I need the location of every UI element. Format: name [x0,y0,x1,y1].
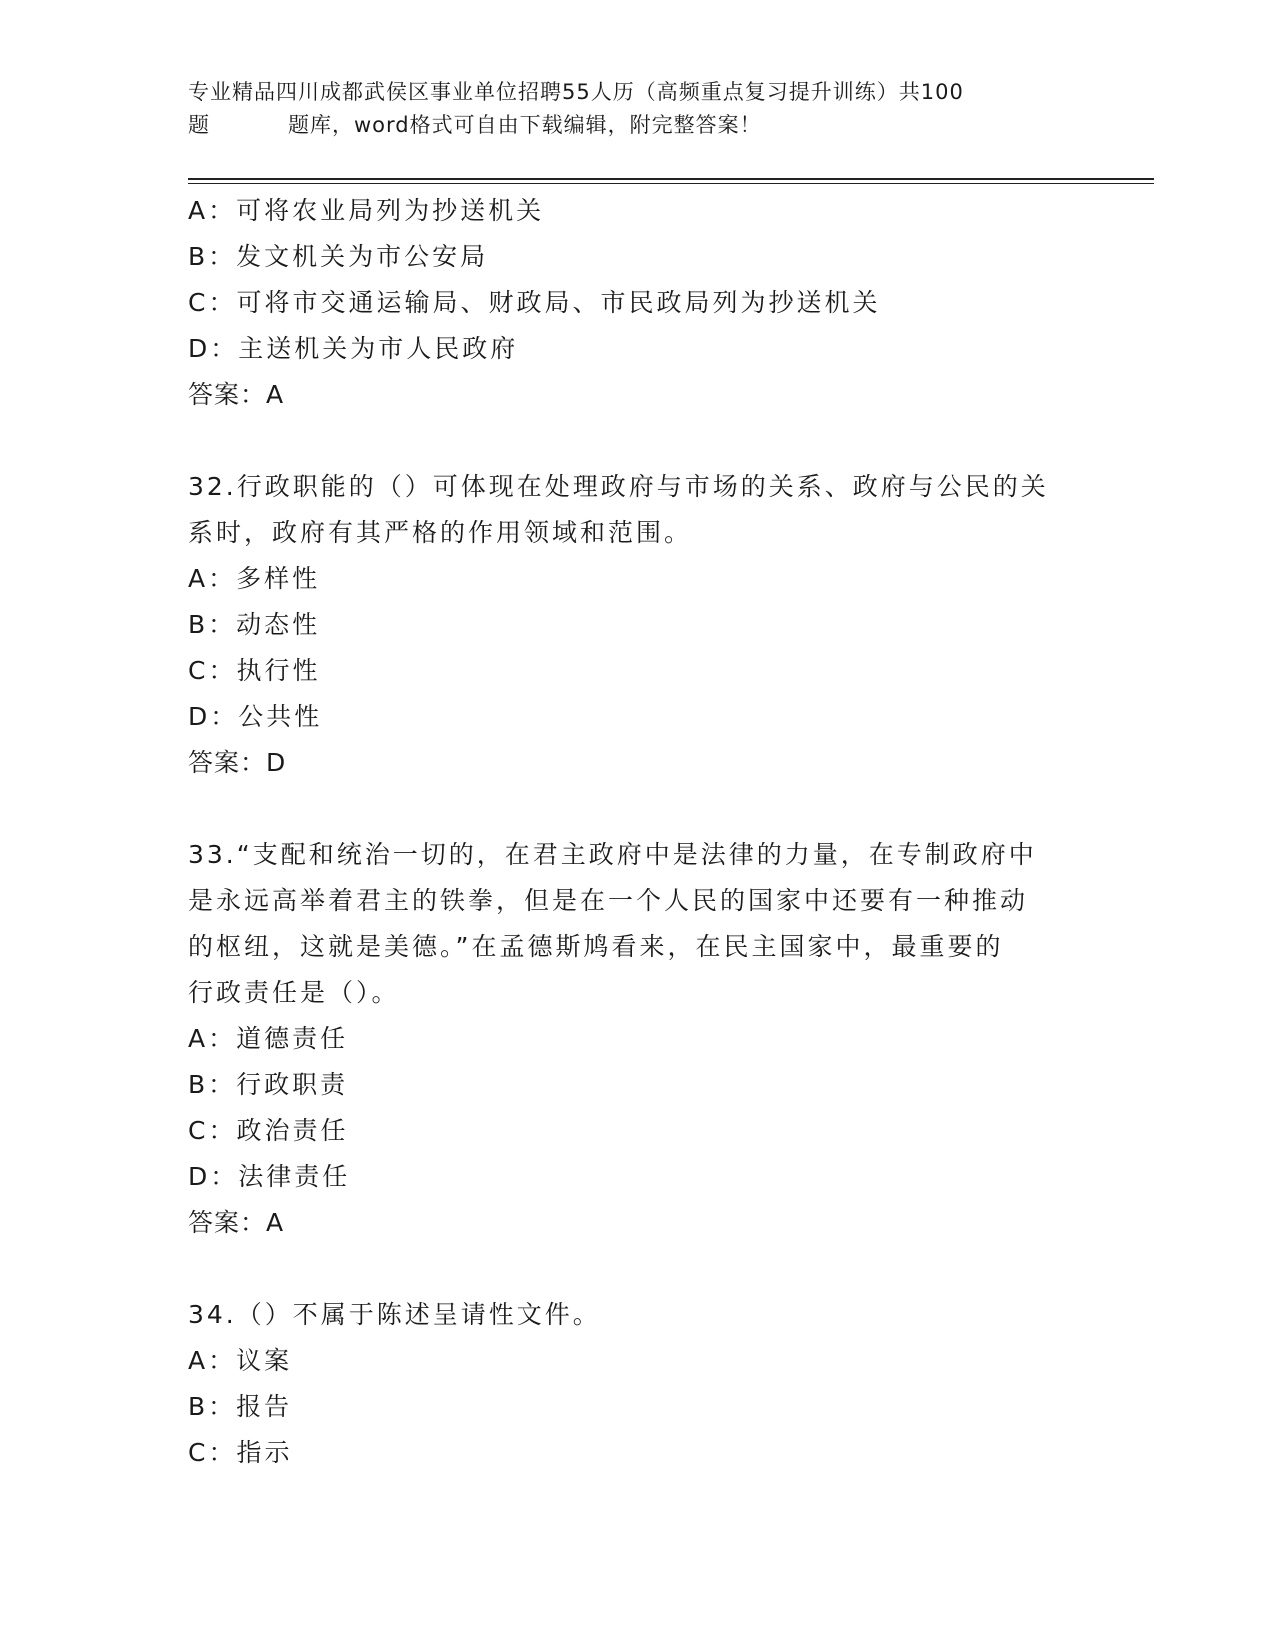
header-subtitle-line [188,109,1068,142]
answer-line: 答案：A [188,380,285,409]
answer-line: 答案：A [188,1208,285,1237]
question-32 [188,464,1088,786]
header-divider-thick [188,178,1154,180]
option-a: A：可将农业局列为抄送机关 [188,196,545,225]
option-c: C：执行性 [188,656,321,685]
header-title-line: 专业精品四川成都武侯区事业单位招聘55人历（高频重点复习提升训练）共100 [188,80,964,104]
document-header [188,76,1068,142]
option-c: C：可将市交通运输局、财政局、市民政局列为抄送机关 [188,288,881,317]
question-stem-line: 行政责任是（）。 [188,978,400,1007]
question-stem-line: 34.（）不属于陈述呈请性文件。 [188,1300,601,1329]
option-d: D：公共性 [188,702,323,731]
option-c: C：政治责任 [188,1116,349,1145]
option-d: D：主送机关为市人民政府 [188,334,519,363]
answer-line: 答案：D [188,748,287,777]
header-title-tail: 题 [188,113,210,137]
question-31-continued [188,188,1088,418]
option-b: B：发文机关为市公安局 [188,242,489,271]
option-d: D：法律责任 [188,1162,351,1191]
option-c: C：指示 [188,1438,293,1467]
question-stem-line: 33.“支配和统治一切的，在君主政府中是法律的力量，在专制政府中 [188,840,1037,869]
question-spacer [188,1246,1088,1292]
option-b: B：报告 [188,1392,293,1421]
option-b: B：行政职责 [188,1070,349,1099]
option-b: B：动态性 [188,610,321,639]
question-spacer [188,418,1088,464]
question-stem-line: 的枢纽，这就是美德。”在孟德斯鸠看来，在民主国家中，最重要的 [188,932,1004,961]
header-subtitle: 题库，word格式可自由下载编辑，附完整答案！ [288,113,762,137]
question-list [188,188,1088,1476]
option-a: A：议案 [188,1346,293,1375]
header-divider-thin [188,183,1154,184]
question-34 [188,1292,1088,1476]
option-a: A：多样性 [188,564,321,593]
question-stem-line: 系时，政府有其严格的作用领域和范围。 [188,518,693,547]
question-33 [188,832,1088,1246]
question-spacer [188,786,1088,832]
question-stem-line: 32.行政职能的（）可体现在处理政府与市场的关系、政府与公民的关 [188,472,1049,501]
question-stem-line: 是永远高举着君主的铁拳，但是在一个人民的国家中还要有一种推动 [188,886,1029,915]
option-a: A：道德责任 [188,1024,349,1053]
